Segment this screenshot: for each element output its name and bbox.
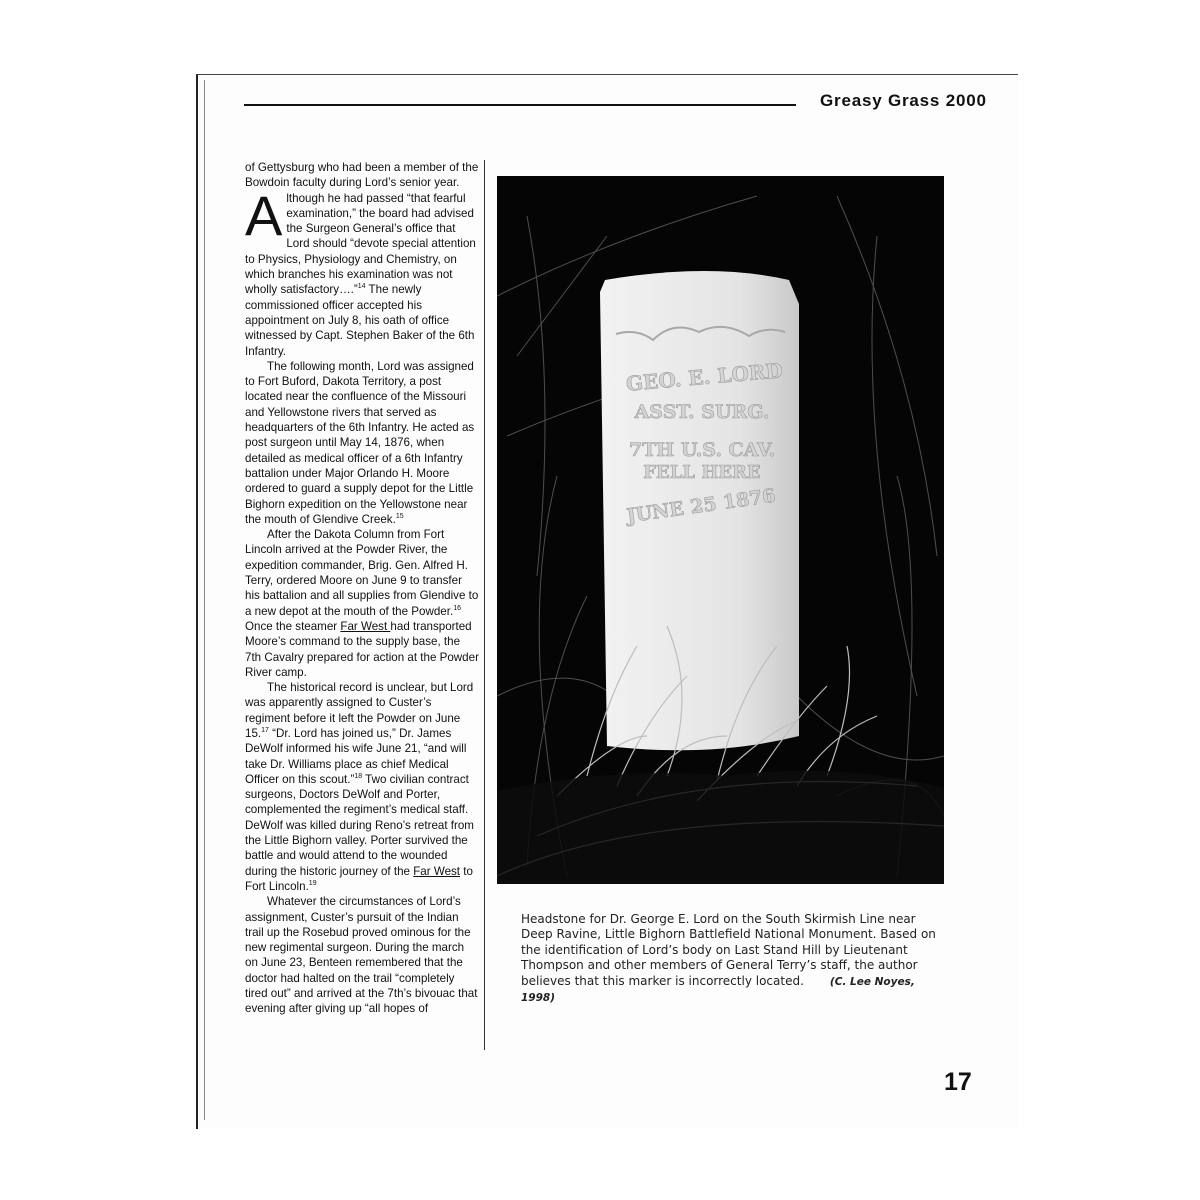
headstone-photo-graphic: [497, 176, 944, 884]
footnote-ref: 14: [357, 283, 366, 291]
footnote-ref: 17: [261, 727, 269, 735]
svg-text:ASST. SURG.: ASST. SURG.: [634, 401, 770, 423]
footnote-ref: 19: [308, 880, 317, 888]
svg-text:JUNE 25 1876: JUNE 25 1876: [625, 484, 777, 528]
paragraph: Although he had passed “that fearful examination,” the board had advised the Surgeon General’s office that Lord should “devote special attention to Physics, Physiology and Chemistry, on which branches his examination was not wholly satisfactory….”$^{14}$ The newly commissioned officer accepted his appointment on July 8, his oath of office witnessed by Capt. Stephen Baker of the 6th Infantry.: [245, 183, 476, 358]
body-text-column: [245, 160, 479, 1017]
svg-text:FELL HERE: FELL HERE: [643, 462, 761, 483]
paragraph: After the Dakota Column from Fort Lincoln arrived at the Powder River, the expedition commander, Brig. Gen. Alfred H. Terry, ordered Moore on June 9 to transfer his battalion and all supplies from Glendive to a new depot at the mouth of the Powder.$^{16}$ Once the steamer Far West had transported Moore’s command to the supply base, the 7th Cavalry prepared for action at the Powder River camp.: [245, 528, 479, 679]
header-rule: [244, 104, 796, 106]
ship-name: Far West: [413, 864, 461, 878]
paragraph: Whatever the circumstances of Lord’s assignment, Custer’s pursuit of the Indian trail up the Rosebud proved ominous for the new regimental surgeon. During the march on June 23, Benteen remembered that the doctor had halted on the trail “completely tired out” and arrived at the 7th’s bivouac that evening after giving up “all hopes of: [245, 895, 478, 1016]
footnote-ref: 18: [354, 773, 363, 781]
paragraph: The following month, Lord was assigned to Fort Buford, Dakota Territory, a post located near the confluence of the Missouri and Yellowstone rivers that served as headquarters of the 6th Infantry. He acted as post surgeon until May 14, 1876, when detailed as medical officer of a 6th Infantry battalion under Major Orlando H. Moore ordered to guard a supply depot for the Little Bighorn expedition on the Yellowstone near the mouth of Glendive Creek.$^{15}$: [245, 359, 475, 526]
binding-edge: [204, 80, 205, 1120]
svg-text:7TH U.S. CAV.: 7TH U.S. CAV.: [628, 439, 776, 461]
svg-text:GEO. E. LORD: GEO. E. LORD: [625, 358, 784, 396]
photo-caption: [521, 912, 951, 1006]
footnote-ref: 16: [453, 604, 461, 612]
stone-inscription: [623, 358, 783, 527]
footnote-ref: 15: [395, 512, 404, 520]
drop-cap: A: [245, 183, 283, 247]
paragraph: The historical record is unclear, but Lord was apparently assigned to Custer’s regiment before it left the Powder on June 15.17 “Dr. Lord has joined us,” Dr. James DeWolf informed his wife June 21, “and will take Dr. Williams place as chief Medical Officer on this scout.”$^{18}$ Two civilian contract surgeons, Doctors DeWolf and Porter, complemented the regiment’s medical staff. DeWolf was killed during Reno’s retreat from the Little Bighorn valley. Porter survived the battle and would attend to the wounded during the historic journey of the Far West to Fort Lincoln.$^{19}$: [245, 681, 474, 893]
ship-name: Far West: [340, 619, 391, 633]
column-rule: [484, 160, 485, 1050]
running-head: Greasy Grass 2000: [820, 91, 987, 110]
headstone-photo: [497, 176, 944, 884]
photo-credit: (C. Lee Noyes, 1998): [521, 975, 915, 1005]
page-number: 17: [944, 1068, 972, 1096]
caption-text: Headstone for Dr. George E. Lord on the South Skirmish Line near Deep Ravine, Little Bighorn Battlefield National Monument. Based on the identification of Lord’s body on Last Stand Hill by Lieutenant Thompson and other members of General Terry’s staff, the author believes that this marker is incorrectly located.: [521, 912, 936, 988]
paragraph: of Gettysburg who had been a member of the Bowdoin faculty during Lord’s senior year.: [245, 161, 479, 190]
